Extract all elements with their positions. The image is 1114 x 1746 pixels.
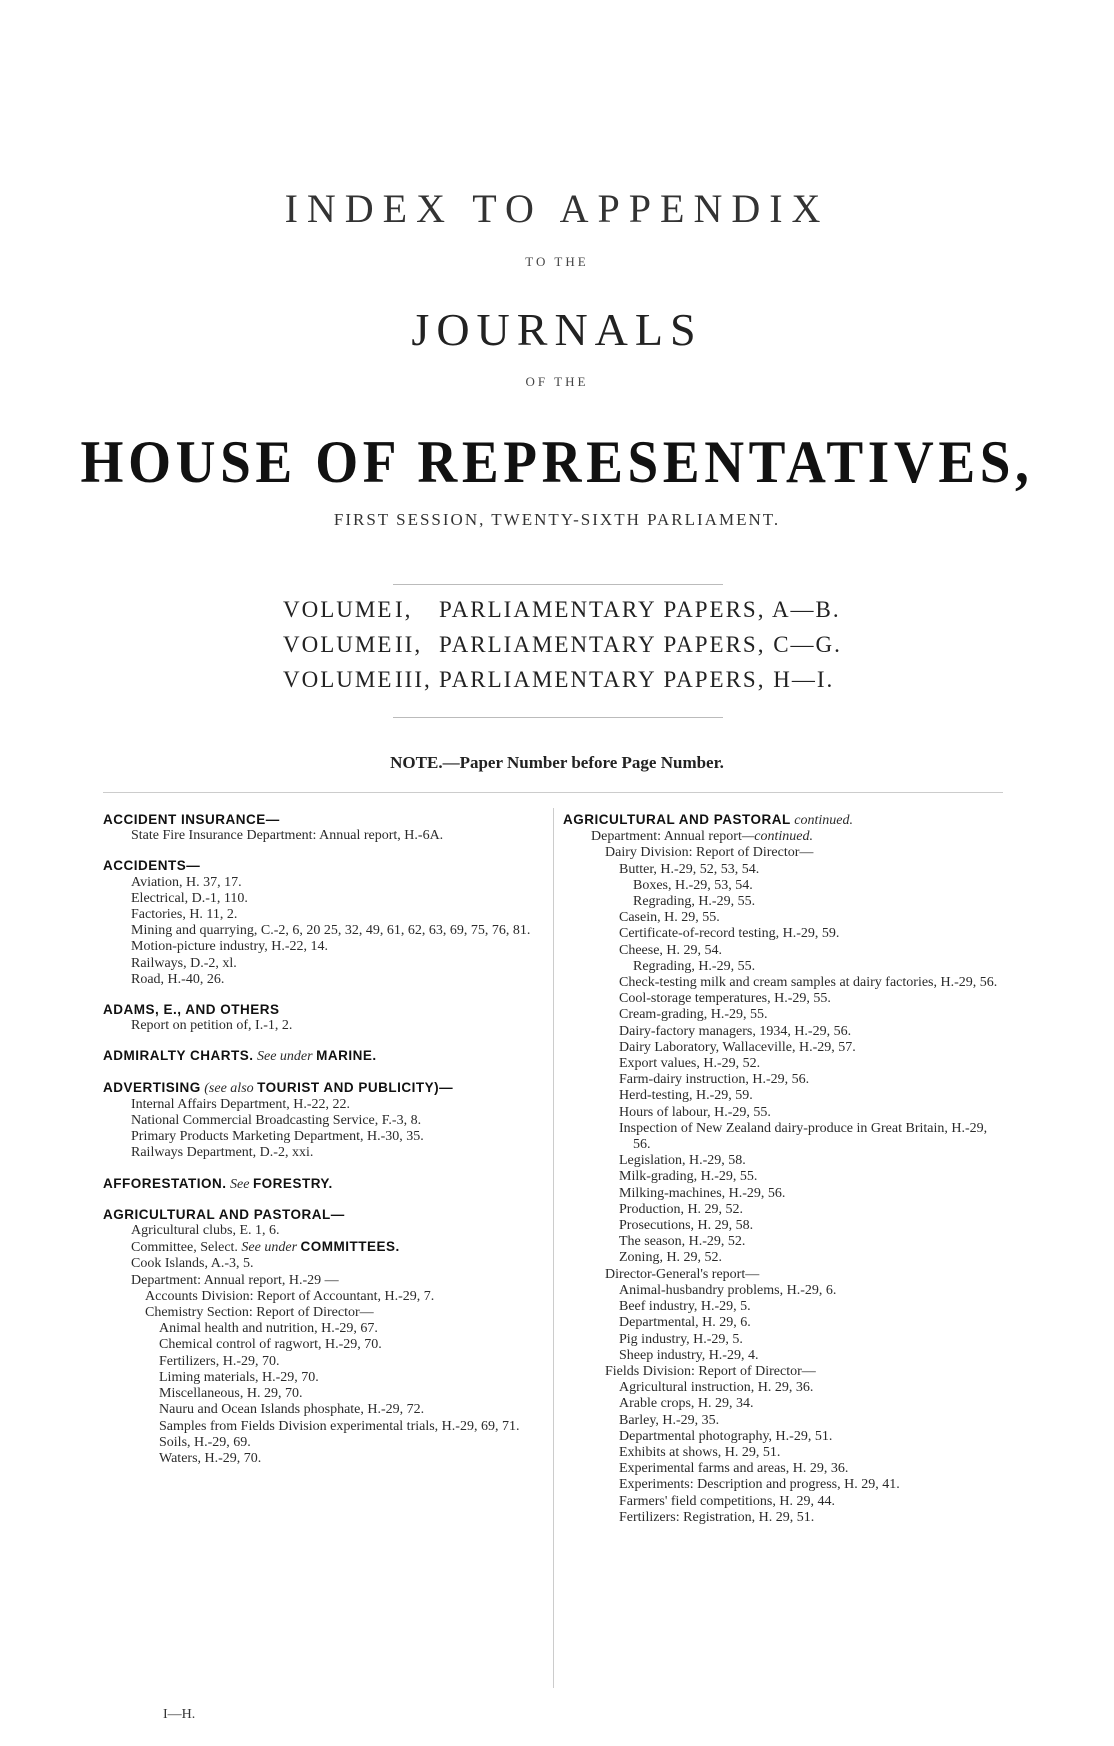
sub-entry: Sheep industry, H.-29, 4. [619, 1347, 759, 1363]
sub-entry: Farmers' field competitions, H. 29, 44. [619, 1493, 835, 1509]
entry-heading: AGRICULTURAL AND PASTORAL [563, 812, 791, 827]
sub-entry: Accounts Division: Report of Accountant, H.-29, 7. [145, 1288, 435, 1304]
sub-entry: Animal-husbandry problems, H.-29, 6. [619, 1282, 837, 1298]
right-column [563, 812, 1001, 1526]
sub-entry: Exhibits at shows, H. 29, 51. [619, 1444, 781, 1460]
divider-bottom [393, 717, 723, 718]
sub-entry: Prosecutions, H. 29, 58. [619, 1218, 754, 1234]
sub-entry: Factories, H. 11, 2. [131, 907, 238, 923]
sub-entry: Miscellaneous, H. 29, 70. [159, 1386, 303, 1402]
volume-text: PARLIAMENTARY PAPERS, C—G. [439, 632, 842, 657]
sub-entry: Departmental photography, H.-29, 51. [619, 1428, 833, 1444]
sub-entry: Inspection of New Zealand dairy-produce in Great Britain, H.-29, 56. [619, 1120, 988, 1153]
volume-number: III, [395, 667, 432, 692]
sub-entry: Electrical, D.-1, 110. [131, 890, 248, 906]
sub-entry: Soils, H.-29, 69. [159, 1434, 251, 1450]
sub-entry: Dairy-factory managers, 1934, H.-29, 56. [619, 1023, 852, 1039]
sub-entry: Export values, H.-29, 52. [619, 1056, 761, 1072]
sub-entry: Zoning, H. 29, 52. [619, 1250, 723, 1266]
sub-entry: State Fire Insurance Department: Annual report, H.-6A. [131, 828, 444, 844]
sub-entry: Legislation, H.-29, 58. [619, 1153, 746, 1169]
sub-entry: Agricultural instruction, H. 29, 36. [619, 1380, 814, 1396]
volume-label: VOLUME [283, 597, 394, 622]
entry-heading: ADVERTISING [103, 1079, 201, 1095]
sub-entry: Pig industry, H.-29, 5. [619, 1331, 743, 1347]
cross-reference: MARINE. [316, 1048, 377, 1064]
continued-label: —continued. [741, 829, 813, 845]
sub-entry-text: Department: Annual report [591, 829, 742, 845]
sub-entry: Railways, D.-2, xl. [131, 955, 237, 971]
sub-entry: Certificate-of-record testing, H.-29, 59. [619, 926, 840, 942]
sub-entry: Mining and quarrying, C.-2, 6, 20 25, 32, 49, 61, 62, 63, 69, 75, 76, 81. [131, 923, 531, 939]
sub-entry: Fields Division: Report of Director— [605, 1363, 816, 1379]
cross-reference: COMMITTEES. [300, 1239, 400, 1255]
volume-2 [283, 632, 842, 658]
column-top-rule [103, 792, 1003, 793]
sub-entry: Cook Islands, A.-3, 5. [131, 1256, 254, 1272]
sub-entry: Road, H.-40, 26. [131, 971, 225, 987]
page-signature: I—H. [163, 1707, 196, 1722]
sub-entry: Regrading, H.-29, 55. [633, 958, 756, 974]
sub-entry: Samples from Fields Division experimental trials, H.-29, 69, 71. [159, 1418, 520, 1434]
sub-entry: Hours of labour, H.-29, 55. [619, 1104, 771, 1120]
sub-entry: Report on petition of, I.-1, 2. [131, 1018, 293, 1034]
sub-entry: Dairy Laboratory, Wallaceville, H.-29, 57. [619, 1039, 856, 1055]
entry-heading: ADMIRALTY CHARTS. [103, 1048, 254, 1064]
title-to-the: TO THE [525, 254, 589, 269]
title-index: INDEX TO APPENDIX [284, 186, 830, 231]
entry-heading: AFFORESTATION. [103, 1175, 227, 1191]
sub-entry: Railways Department, D.-2, xxi. [131, 1145, 314, 1161]
sub-entry: Internal Affairs Department, H.-22, 22. [131, 1096, 351, 1112]
sub-entry: Cheese, H. 29, 54. [619, 942, 723, 958]
sub-entry: Motion-picture industry, H.-22, 14. [131, 939, 329, 955]
sub-entry: Cream-grading, H.-29, 55. [619, 1007, 768, 1023]
column-separator [553, 808, 554, 1688]
sub-entry: Herd-testing, H.-29, 59. [619, 1088, 753, 1104]
continued-label: continued. [794, 813, 853, 828]
sub-entry [117, 1239, 541, 1256]
sub-entry: Casein, H. 29, 55. [619, 910, 720, 926]
sub-entry: Beef industry, H.-29, 5. [619, 1299, 751, 1315]
sub-entry: Director-General's report— [605, 1266, 760, 1282]
sub-entry: Production, H. 29, 52. [619, 1201, 744, 1217]
see-reference: See under [241, 1240, 298, 1256]
sub-entry: Waters, H.-29, 70. [159, 1450, 262, 1466]
see-reference: See [230, 1176, 250, 1192]
sub-entry: Check-testing milk and cream samples at dairy factories, H.-29, 56. [619, 975, 998, 991]
sub-entry: Arable crops, H. 29, 34. [619, 1396, 754, 1412]
sub-entry: Agricultural clubs, E. 1, 6. [131, 1223, 280, 1239]
volume-label: VOLUME [283, 667, 394, 692]
cross-reference: FORESTRY. [252, 1175, 333, 1191]
volume-text: PARLIAMENTARY PAPERS, A—B. [439, 597, 841, 622]
sub-entry: Farm-dairy instruction, H.-29, 56. [619, 1072, 810, 1088]
sub-entry: Dairy Division: Report of Director— [605, 845, 814, 861]
volume-number: II, [395, 632, 423, 657]
cross-reference: TOURIST AND PUBLICITY)— [257, 1079, 454, 1095]
entry-heading-line [103, 1048, 541, 1065]
volume-3 [283, 667, 834, 693]
sub-entry [577, 829, 1001, 845]
entry-heading: ACCIDENT INSURANCE— [103, 812, 280, 827]
entry-heading-line [563, 812, 1001, 829]
sub-entry: Aviation, H. 37, 17. [131, 874, 242, 890]
sub-entry: Milking-machines, H.-29, 56. [619, 1185, 786, 1201]
entry-heading: ADAMS, E., AND OTHERS [103, 1002, 280, 1018]
sub-entry: Chemical control of ragwort, H.-29, 70. [159, 1337, 382, 1353]
volume-label: VOLUME [283, 632, 394, 657]
sub-entry: Department: Annual report, H.-29 — [131, 1272, 339, 1288]
sub-entry: Fertilizers: Registration, H. 29, 51. [619, 1509, 815, 1525]
sub-entry: Milk-grading, H.-29, 55. [619, 1169, 758, 1185]
sub-entry: Fertilizers, H.-29, 70. [159, 1353, 280, 1369]
sub-entry: Regrading, H.-29, 55. [633, 894, 756, 910]
title-session: FIRST SESSION, TWENTY-SIXTH PARLIAMENT. [333, 510, 781, 529]
volume-text: PARLIAMENTARY PAPERS, H—I. [439, 667, 835, 692]
sub-entry: Departmental, H. 29, 6. [619, 1315, 751, 1331]
sub-entry: National Commercial Broadcasting Service, F.-3, 8. [131, 1113, 422, 1129]
sub-entry: Animal health and nutrition, H.-29, 67. [159, 1321, 378, 1337]
sub-entry: Chemistry Section: Report of Director— [145, 1305, 374, 1321]
sub-entry: Boxes, H.-29, 53, 54. [633, 877, 753, 893]
divider-top [393, 584, 723, 585]
sub-entry: Nauru and Ocean Islands phosphate, H.-29, 72. [159, 1402, 425, 1418]
title-house: HOUSE OF REPRESENTATIVES, [80, 429, 1034, 495]
see-reference: (see also [204, 1080, 254, 1096]
entry-heading-line [103, 1080, 541, 1097]
title-journals: JOURNALS [411, 304, 703, 355]
volume-1 [283, 597, 841, 623]
sub-entry: Butter, H.-29, 52, 53, 54. [619, 861, 760, 877]
left-column [103, 812, 541, 1467]
sub-entry: Experiments: Description and progress, H. 29, 41. [619, 1477, 900, 1493]
sub-entry: The season, H.-29, 52. [619, 1234, 746, 1250]
sub-entry: Barley, H.-29, 35. [619, 1412, 720, 1428]
see-reference: See under [257, 1049, 313, 1065]
entry-heading-line [103, 1176, 541, 1193]
sub-entry: Primary Products Marketing Department, H.-30, 35. [131, 1129, 424, 1145]
entry-heading: ACCIDENTS— [103, 858, 201, 874]
sub-entry-text: Committee, Select. [131, 1240, 238, 1256]
sub-entry: Cool-storage temperatures, H.-29, 55. [619, 991, 831, 1007]
title-of-the: OF THE [525, 374, 589, 389]
entry-heading: AGRICULTURAL AND PASTORAL— [103, 1206, 345, 1222]
note: NOTE.—Paper Number before Page Number. [390, 753, 724, 772]
sub-entry: Experimental farms and areas, H. 29, 36. [619, 1461, 849, 1477]
volume-number: I, [395, 597, 413, 622]
sub-entry: Liming materials, H.-29, 70. [159, 1369, 319, 1385]
